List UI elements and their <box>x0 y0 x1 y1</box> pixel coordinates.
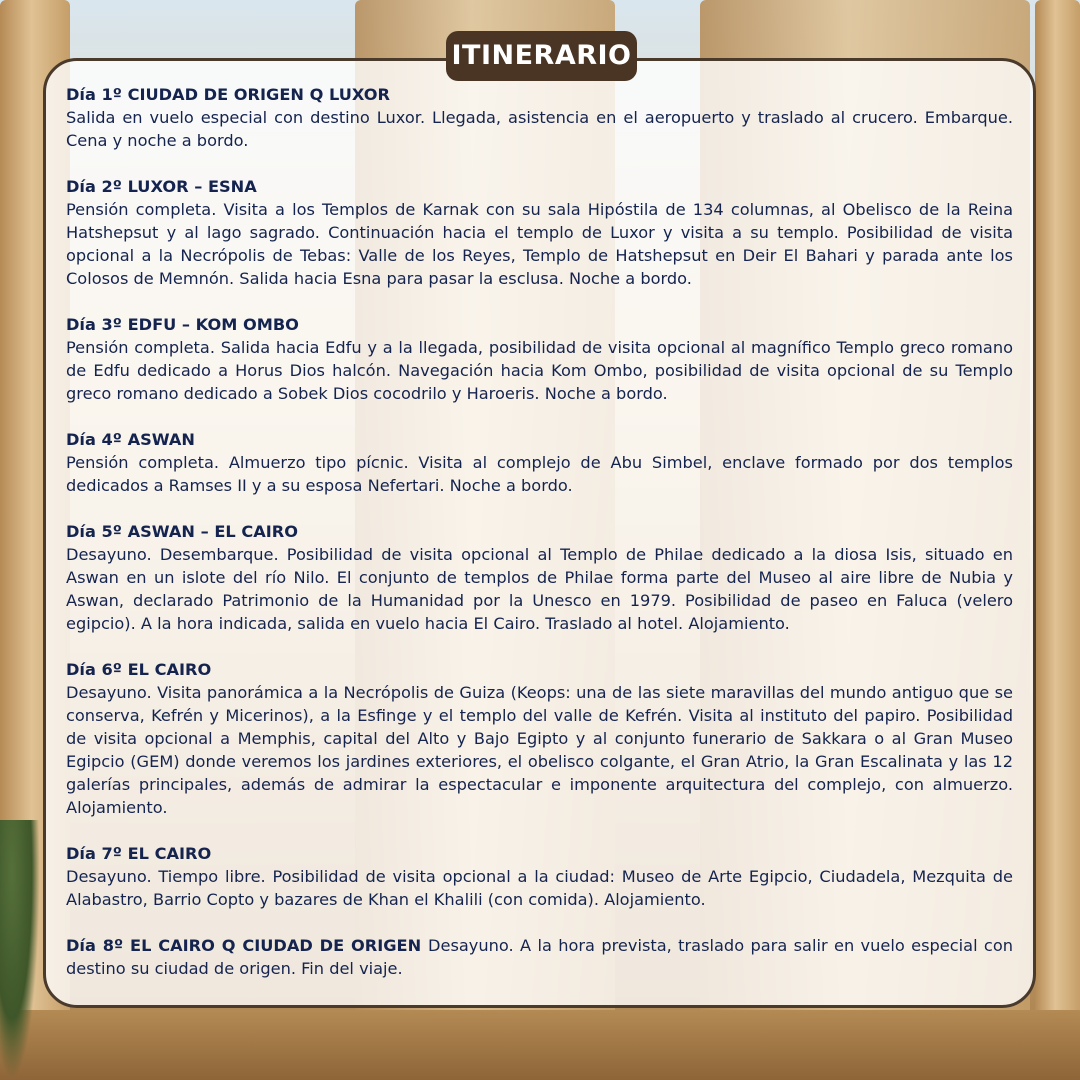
temple-wall-right <box>1035 0 1080 1080</box>
day-description: Desayuno. A la hora prevista, traslado para salir en vuelo especial con destino su ciudad de origen. Fin del viaje. <box>66 936 1013 978</box>
day-title: Día 3º EDFU – KOM OMBO <box>66 315 299 334</box>
itinerary-day-1 <box>66 83 1013 152</box>
itinerary-day-3 <box>66 313 1013 405</box>
day-description: Salida en vuelo especial con destino Luxor. Llegada, asistencia en el aeropuerto y traslado al crucero. Embarque. Cena y noche a bordo. <box>66 108 1013 150</box>
day-description: Desayuno. Visita panorámica a la Necrópolis de Guiza (Keops: una de las siete maravillas del mundo antiguo que se conserva, Kefrén y Micerinos), a la Esfinge y el templo del valle de Kefrén. Visita al instituto del papiro. Posibilidad de visita opcional a Memphis, capital del Alto y Bajo Egipto y al conjunto funerario de Sakkara o al Gran Museo Egipcio (GEM) donde veremos los jardines exteriores, el obelisco colgante, el Gran Atrio, la Gran Escalinata y las 12 galerías principales, además de admirar la espectacular e imponente arquitectura del complejo, con almuerzo. Alojamiento. <box>66 683 1013 817</box>
day-title: Día 4º ASWAN <box>66 430 195 449</box>
itinerary-day-4 <box>66 428 1013 497</box>
day-title: Día 1º CIUDAD DE ORIGEN Q LUXOR <box>66 85 390 104</box>
day-title: Día 6º EL CAIRO <box>66 660 212 679</box>
day-title: Día 7º EL CAIRO <box>66 844 212 863</box>
itinerary-day-7 <box>66 842 1013 911</box>
day-description: Desayuno. Desembarque. Posibilidad de visita opcional al Templo de Philae dedicado a la diosa Isis, situado en Aswan en un islote del río Nilo. El conjunto de templos de Philae forma parte del Museo al aire libre de Nubia y Aswan, declarado Patrimonio de la Humanidad por la Unesco en 1979. Posibilidad de paseo en Faluca (velero egipcio). A la hora indicada, salida en vuelo hacia El Cairo. Traslado al hotel. Alojamiento. <box>66 545 1013 633</box>
itinerary-card <box>43 58 1036 1008</box>
day-description: Pensión completa. Salida hacia Edfu y a la llegada, posibilidad de visita opcional al magnífico Templo greco romano de Edfu dedicado a Horus Dios halcón. Navegación hacia Kom Ombo, posibilidad de visita opcional de su Templo greco romano dedicado a Sobek Dios cocodrilo y Haroeris. Noche a bordo. <box>66 338 1013 403</box>
day-description: Desayuno. Tiempo libre. Posibilidad de visita opcional a la ciudad: Museo de Arte Egipcio, Ciudadela, Mezquita de Alabastro, Barrio Copto y bazares de Khan el Khalili (con comida). Alojamiento. <box>66 867 1013 909</box>
itinerary-day-2 <box>66 175 1013 290</box>
day-title: Día 2º LUXOR – ESNA <box>66 177 257 196</box>
itinerary-day-6 <box>66 658 1013 819</box>
itinerary-day-8 <box>66 934 1013 980</box>
day-description: Pensión completa. Almuerzo tipo pícnic. Visita al complejo de Abu Simbel, enclave formado por dos templos dedicados a Ramses II y a su esposa Nefertari. Noche a bordo. <box>66 453 1013 495</box>
page-title: ITINERARIO <box>446 31 637 81</box>
itinerary-day-5 <box>66 520 1013 635</box>
palm-tree <box>0 820 40 1080</box>
temple-ground <box>0 1010 1080 1080</box>
day-description: Pensión completa. Visita a los Templos de Karnak con su sala Hipóstila de 134 columnas, al Obelisco de la Reina Hatshepsut y al lago sagrado. Continuación hacia el templo de Luxor y visita a su templo. Posibilidad de visita opcional a la Necrópolis de Tebas: Valle de los Reyes, Templo de Hatshepsut en Deir El Bahari y parada ante los Colosos de Memnón. Salida hacia Esna para pasar la esclusa. Noche a bordo. <box>66 200 1013 288</box>
day-title: Día 8º EL CAIRO Q CIUDAD DE ORIGEN <box>66 936 429 955</box>
day-title: Día 5º ASWAN – EL CAIRO <box>66 522 298 541</box>
